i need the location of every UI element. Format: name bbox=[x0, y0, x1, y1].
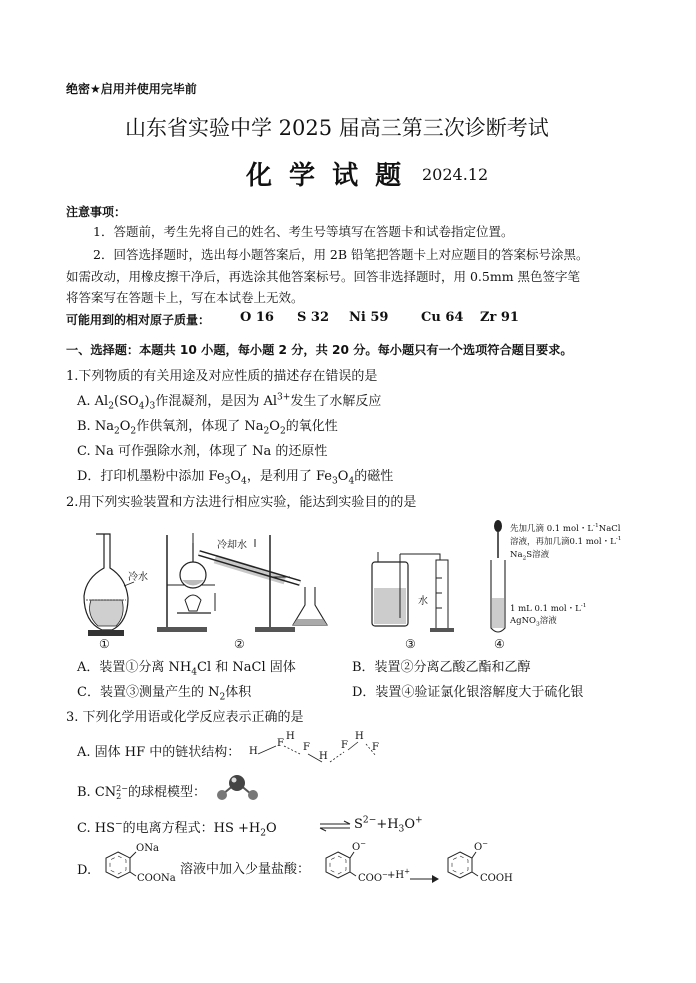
atomic-mass-label: 可能用到的相对原子质量： bbox=[66, 313, 211, 327]
notice-item-2: 2．回答选择题时，选出每小题答案后，用 2B 铅笔把答题卡上对应题目的答案标号涂黑。 bbox=[93, 247, 589, 262]
coona-group: COONa bbox=[137, 873, 176, 884]
apparatus-4-number: ④ bbox=[494, 637, 505, 651]
notice-item-1: 1．答题前，考生先将自己的姓名、考生号等填写在答题卡和试卷指定位置。 bbox=[93, 224, 514, 239]
plus-h-ion: +H+ bbox=[387, 867, 410, 881]
hf-atom-h1: H bbox=[249, 746, 258, 757]
reaction-arrow bbox=[410, 874, 440, 884]
atomic-mass-o: O 16 bbox=[240, 310, 274, 325]
exam-title: 山东省实验中学 2025 届高三第三次诊断考试 bbox=[125, 116, 549, 140]
notice-label: 注意事项： bbox=[66, 205, 127, 219]
o-minus-group-1: O− bbox=[352, 839, 367, 853]
q3-option-c-products: $S^{2-}+H_3O^+$ bbox=[354, 815, 423, 835]
cold-water-label: 冷水 bbox=[128, 572, 148, 583]
q1-option-d: D．打印机墨粉中添加 $Fe_3O_4$，是利用了 $Fe_3O_4$的磁性 bbox=[77, 469, 394, 487]
ball-and-stick-model bbox=[213, 772, 263, 802]
q3-option-d-text: 溶液中加入少量盐酸： bbox=[180, 862, 311, 877]
cooling-water-label: 冷却水 bbox=[217, 540, 247, 551]
apparatus-2-number: ② bbox=[234, 637, 245, 651]
q2-option-c: C．装置③测量产生的 $N_2$体积 bbox=[77, 685, 252, 703]
equilibrium-arrow bbox=[318, 820, 352, 832]
notice-item-2-cont2: 将答案写在答题卡上，写在本试卷上无效。 bbox=[66, 290, 304, 305]
q1-option-c: C. Na 可作强除水剂，体现了 Na 的还原性 bbox=[77, 444, 328, 459]
apparatus-4-solution-line-1: 1 mL 0.1 mol・$L^{-1}$ bbox=[510, 602, 587, 614]
q3-option-a: A. 固体 HF 中的链状结构： bbox=[77, 745, 241, 760]
q3-option-d-label: D. bbox=[77, 863, 92, 878]
confidential-notice: 绝密★启用并使用完毕前 bbox=[66, 82, 197, 96]
apparatus-4-reagent-line-1: 先加几滴 0.1 mol・$L^{-1}NaCl$ bbox=[510, 522, 621, 534]
hf-atom-h3: H bbox=[319, 751, 328, 762]
q2-option-a: A．装置①分离 $NH_4Cl$ 和 NaCl 固体 bbox=[77, 660, 296, 678]
q3-option-b: B. CN 2− 2 的球棍模型： bbox=[77, 783, 206, 801]
atomic-mass-zr: Zr 91 bbox=[480, 310, 519, 325]
benzene-ring-2 bbox=[318, 848, 378, 892]
q1-stem: 1.下列物质的有关用途及对应性质的描述存在错误的是 bbox=[66, 369, 378, 384]
q1-option-b: B. $Na_2O_2$作供氧剂，体现了 $Na_2O_2$的氧化性 bbox=[77, 419, 338, 437]
q2-stem: 2.用下列实验装置和方法进行相应实验，能达到实验目的的是 bbox=[66, 495, 417, 510]
benzene-ring-3 bbox=[440, 848, 500, 892]
apparatus-4-solution-line-2: AgNO$_3$溶液 bbox=[510, 616, 557, 628]
benzene-ring-1 bbox=[98, 848, 158, 892]
atomic-mass-ni: Ni 59 bbox=[349, 310, 389, 325]
cooh-group: COOH bbox=[480, 873, 513, 884]
hf-atom-f2: F bbox=[303, 742, 310, 753]
hf-atom-f3: F bbox=[341, 740, 348, 751]
q3-stem: 3. 下列化学用语或化学反应表示正确的是 bbox=[66, 710, 304, 725]
q3-option-c: C. HS−的电离方程式：HS $+H_2O$ bbox=[77, 819, 277, 839]
apparatus-2-figure bbox=[155, 525, 355, 640]
hf-atom-h4: H bbox=[355, 731, 364, 742]
apparatus-4-reagent-line-2: 溶液，再加几滴0.1 mol・$L^{-1}$ bbox=[510, 535, 622, 547]
notice-item-2-cont: 如需改动，用橡皮擦干净后，再选涂其他答案标号。回答非选择题时，用 0.5mm 黑色签字笔 bbox=[66, 269, 581, 284]
q2-option-b: B．装置②分离乙酸乙酯和乙醇 bbox=[352, 660, 531, 675]
coo-minus-group: COO− bbox=[358, 870, 388, 884]
q2-option-d: D．装置④验证氯化银溶解度大于硫化银 bbox=[352, 685, 584, 700]
atomic-mass-s: S 32 bbox=[297, 310, 330, 325]
hf-atom-f4: F bbox=[372, 742, 379, 753]
water-label: 水 bbox=[418, 596, 428, 607]
atomic-mass-cu: Cu 64 bbox=[421, 310, 464, 325]
hf-atom-h2: H bbox=[286, 731, 295, 742]
apparatus-4-reagent-line-3: $Na_2S$溶液 bbox=[510, 550, 550, 562]
q1-option-a: A. $Al_2(SO_4)_3$作混凝剂，是因为 $Al^{3+}$发生了水解反应 bbox=[77, 392, 382, 412]
apparatus-3-number: ③ bbox=[405, 637, 416, 651]
o-minus-group-2: O− bbox=[474, 839, 489, 853]
hf-atom-f1: F bbox=[277, 738, 284, 749]
subject-title: 化 学 试 题 bbox=[246, 161, 406, 191]
exam-date: 2024.12 bbox=[422, 165, 489, 184]
section-heading: 一、选择题：本题共 10 小题，每小题 2 分，共 20 分。每小题只有一个选项符合题目要求。 bbox=[66, 343, 573, 357]
ona-group: ONa bbox=[136, 843, 159, 854]
apparatus-1-number: ① bbox=[99, 637, 110, 651]
